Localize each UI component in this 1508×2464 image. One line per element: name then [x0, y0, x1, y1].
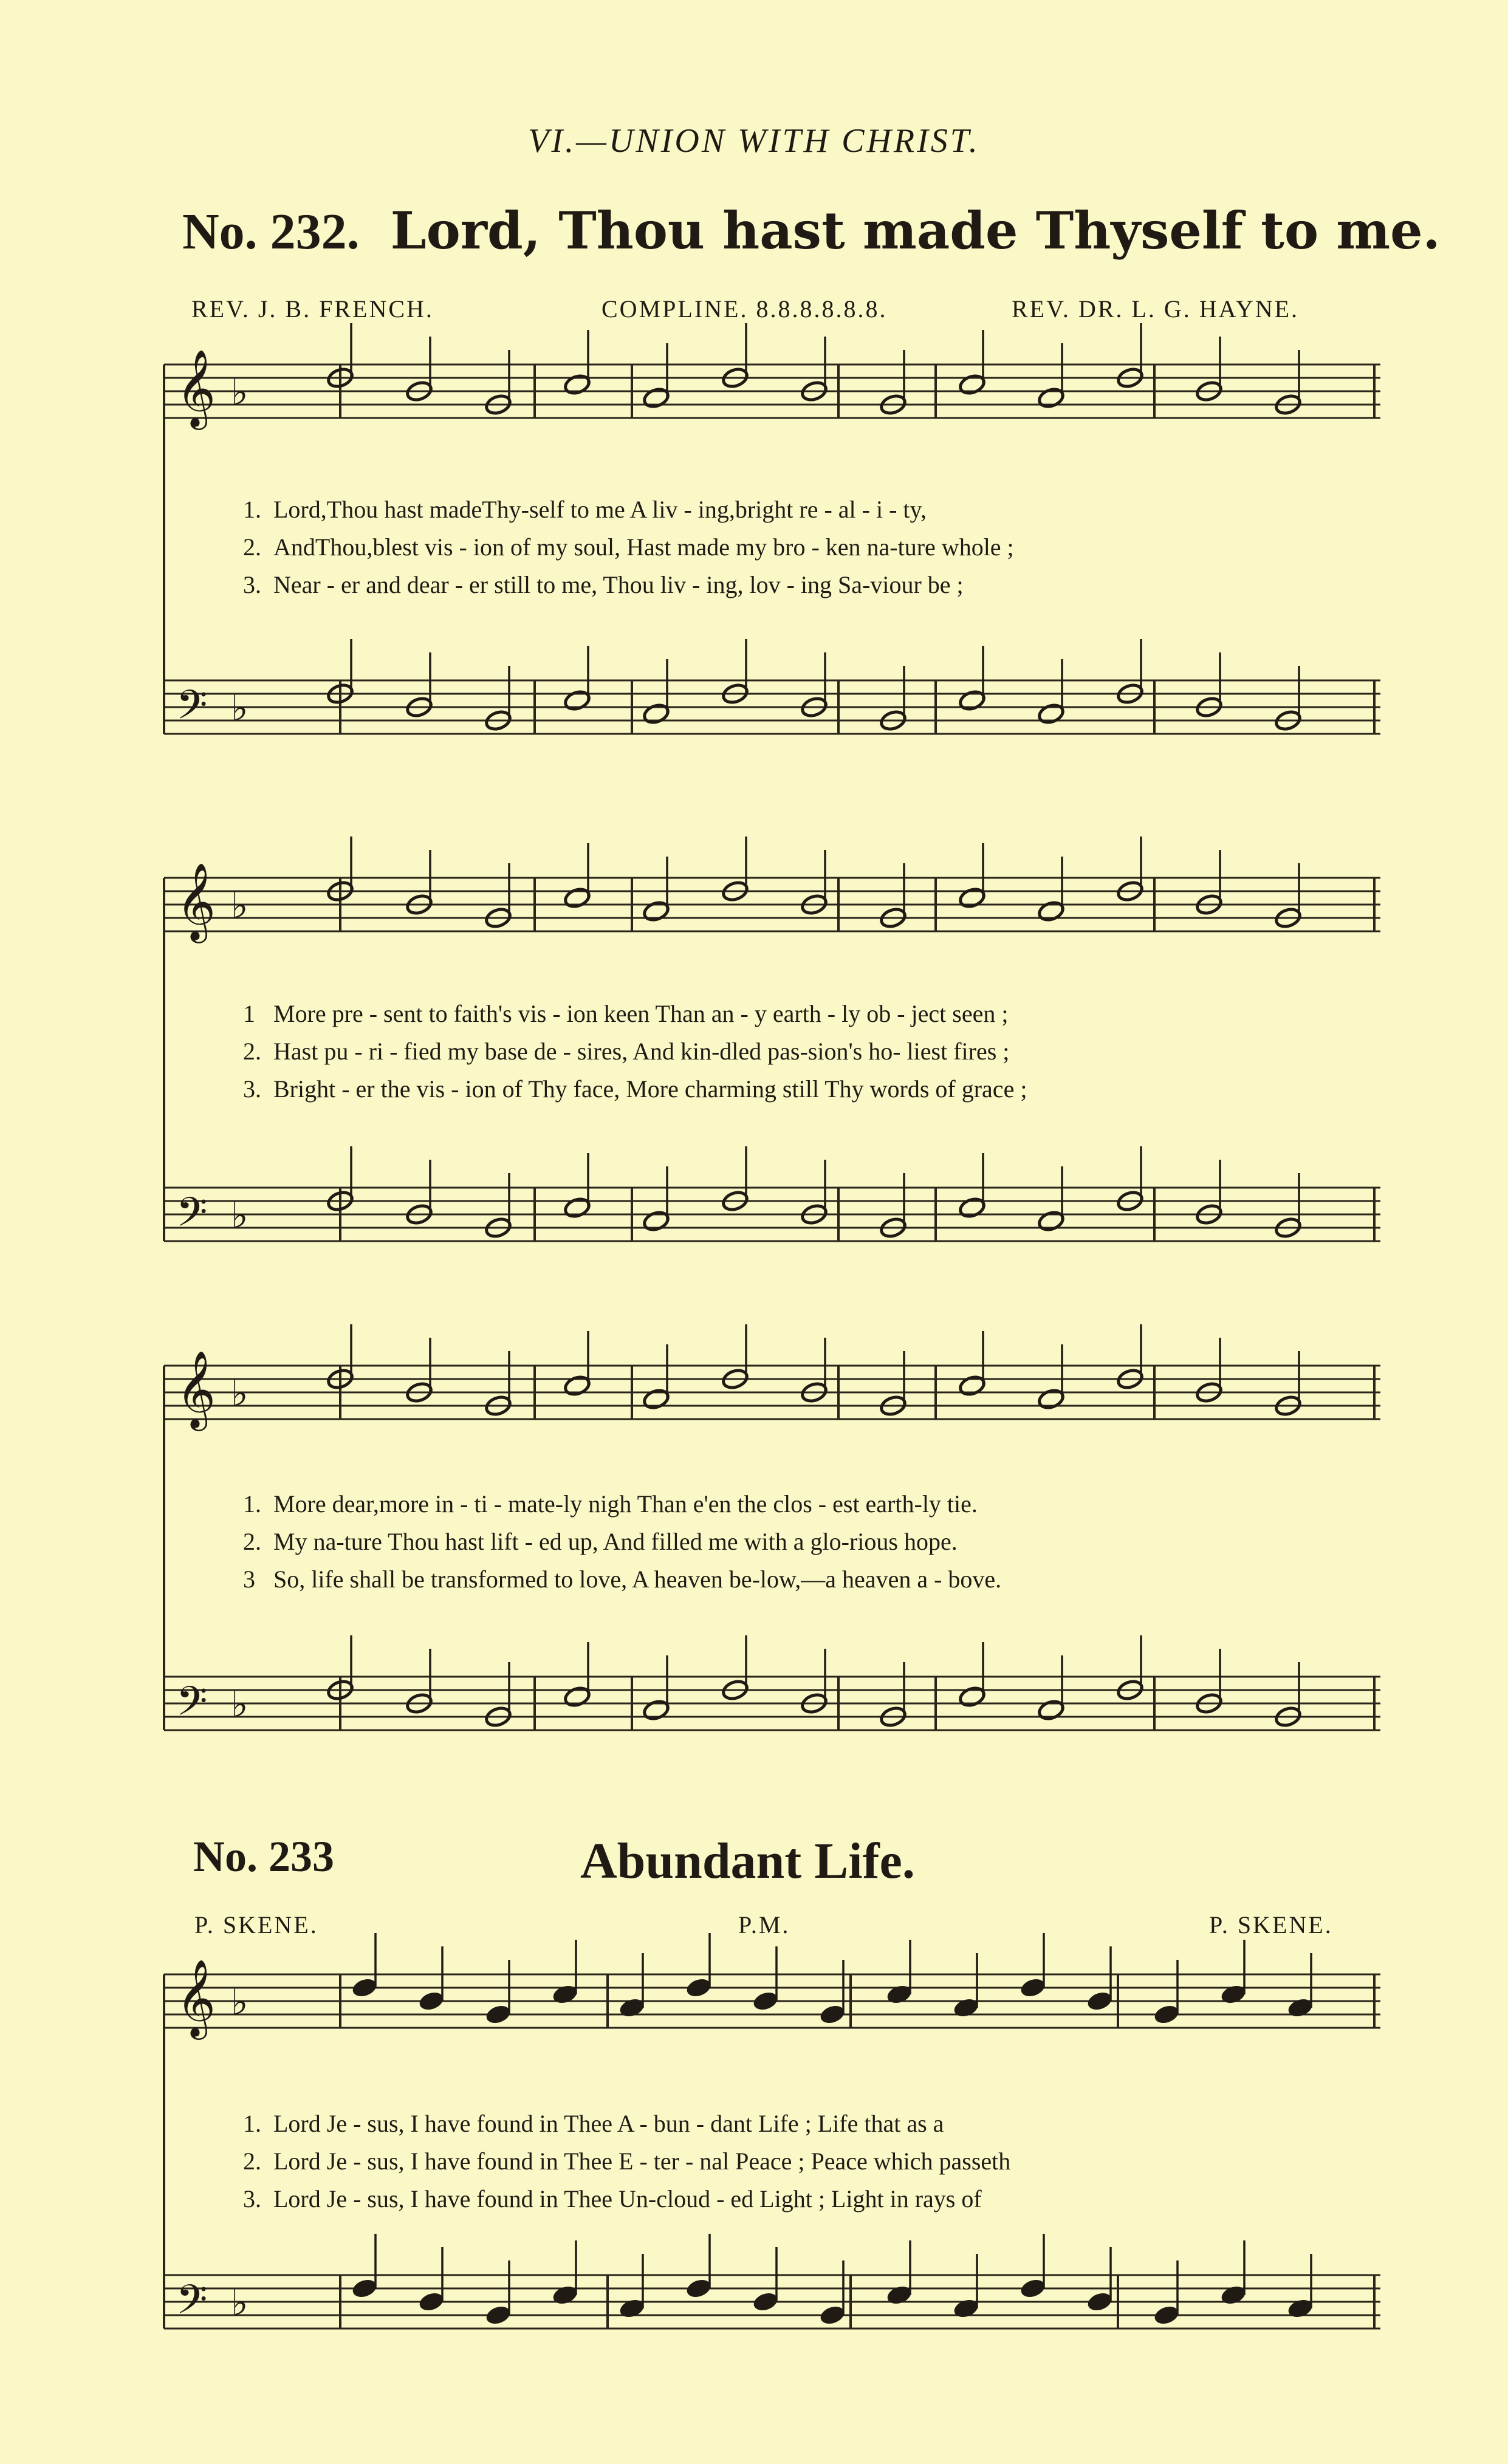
- flat-icon: ♭: [231, 1683, 248, 1726]
- flat-icon: ♭: [231, 1372, 248, 1415]
- verse-text: Hast pu - ri - fied my base de - sires, And kin-dled pas-sion's ho- liest fires ;: [273, 1038, 1010, 1065]
- hymn-232-system-3-verse-1: [243, 1490, 1373, 1518]
- verse-text: So, life shall be transformed to love, A heaven be-low,—a heaven a - bove.: [273, 1566, 1002, 1593]
- treble-clef-icon: 𝄞: [176, 349, 216, 426]
- hymn-232-system-3-verse-3: [243, 1565, 1373, 1593]
- verse-number: 1.: [243, 496, 261, 523]
- verse-text: More pre - sent to faith's vis - ion keen Than an - y earth - ly ob - ject seen ;: [273, 1000, 1009, 1027]
- hymn-232-title: Lord, Thou hast made Thyself to me.: [390, 200, 1441, 261]
- bass-clef-icon: 𝄢: [176, 1678, 208, 1734]
- section-heading: VI.—UNION WITH CHRIST.: [528, 122, 980, 160]
- hymn-233-author: P. SKENE.: [194, 1911, 318, 1939]
- verse-text: Lord,Thou hast madeThy-self to me A liv - ing,bright re - al - i - ty,: [273, 496, 927, 523]
- hymn-233-number: No. 233: [193, 1832, 334, 1881]
- verse-number: 3.: [243, 1075, 261, 1103]
- bass-clef-icon: 𝄢: [176, 2276, 208, 2333]
- verse-text: More dear,more in - ti - mate-ly nigh Than e'en the clos - est earth-ly tie.: [273, 1490, 978, 1518]
- verse-number: 3.: [243, 571, 261, 598]
- verse-text: Lord Je - sus, I have found in Thee Un-cloud - ed Light ; Light in rays of: [273, 2185, 982, 2212]
- flat-icon: ♭: [231, 687, 248, 730]
- hymn-233-verse-2: [243, 2147, 1373, 2175]
- verse-text: My na-ture Thou hast lift - ed up, And filled me with a glo-rious hope.: [273, 1528, 958, 1555]
- hymn-232-tune: COMPLINE. 8.8.8.8.8.8.: [601, 295, 888, 323]
- treble-clef-icon: 𝄞: [176, 1959, 216, 2036]
- verse-number: 3: [243, 1566, 255, 1593]
- flat-icon: ♭: [231, 885, 248, 927]
- verse-number: 2.: [243, 2147, 261, 2175]
- hymn-233-composer: P. SKENE.: [1209, 1911, 1333, 1939]
- verse-number: 3.: [243, 2185, 261, 2212]
- verse-number: 1: [243, 1000, 255, 1027]
- hymn-232-system-1-verse-2: [243, 533, 1373, 561]
- verse-text: Bright - er the vis - ion of Thy face, More charming still Thy words of grace ;: [273, 1075, 1027, 1103]
- hymn-232-system-3-verse-2: [243, 1527, 1373, 1556]
- verse-number: 2.: [243, 1038, 261, 1065]
- flat-icon: ♭: [231, 2282, 248, 2324]
- verse-text: Near - er and dear - er still to me, Thou liv - ing, lov - ing Sa-viour be ;: [273, 571, 964, 598]
- hymn-232-system-2-verse-2: [243, 1037, 1373, 1066]
- verse-number: 2.: [243, 533, 261, 561]
- bass-clef-icon: 𝄢: [176, 1189, 208, 1245]
- hymn-232-author: REV. J. B. FRENCH.: [191, 295, 434, 323]
- flat-icon: ♭: [231, 1194, 248, 1237]
- bass-clef-icon: 𝄢: [176, 682, 208, 738]
- hymn-232-number: No. 232.: [182, 204, 360, 260]
- treble-clef-icon: 𝄞: [176, 1350, 216, 1428]
- flat-icon: ♭: [231, 371, 248, 414]
- hymn-232-system-2-verse-1: [243, 999, 1373, 1028]
- hymn-233-verse-1: [243, 2109, 1373, 2138]
- verse-text: Lord Je - sus, I have found in Thee A - bun - dant Life ; Life that as a: [273, 2110, 944, 2137]
- treble-clef-icon: 𝄞: [176, 862, 216, 940]
- hymn-233-verse-3: [243, 2185, 1373, 2213]
- hymn-233-meter: P.M.: [738, 1911, 790, 1939]
- flat-icon: ♭: [231, 1981, 248, 2024]
- hymn-232-system-2-verse-3: [243, 1075, 1373, 1103]
- hymn-232-system-1-verse-1: [243, 495, 1373, 524]
- verse-text: AndThou,blest vis - ion of my soul, Hast made my bro - ken na-ture whole ;: [273, 533, 1014, 561]
- verse-number: 2.: [243, 1528, 261, 1555]
- hymn-232-composer: REV. DR. L. G. HAYNE.: [1012, 295, 1300, 323]
- hymn-232-system-1-verse-3: [243, 570, 1373, 599]
- verse-number: 1.: [243, 2110, 261, 2137]
- hymn-233-title: Abundant Life.: [580, 1833, 915, 1889]
- verse-number: 1.: [243, 1490, 261, 1518]
- verse-text: Lord Je - sus, I have found in Thee E - ter - nal Peace ; Peace which passeth: [273, 2147, 1011, 2175]
